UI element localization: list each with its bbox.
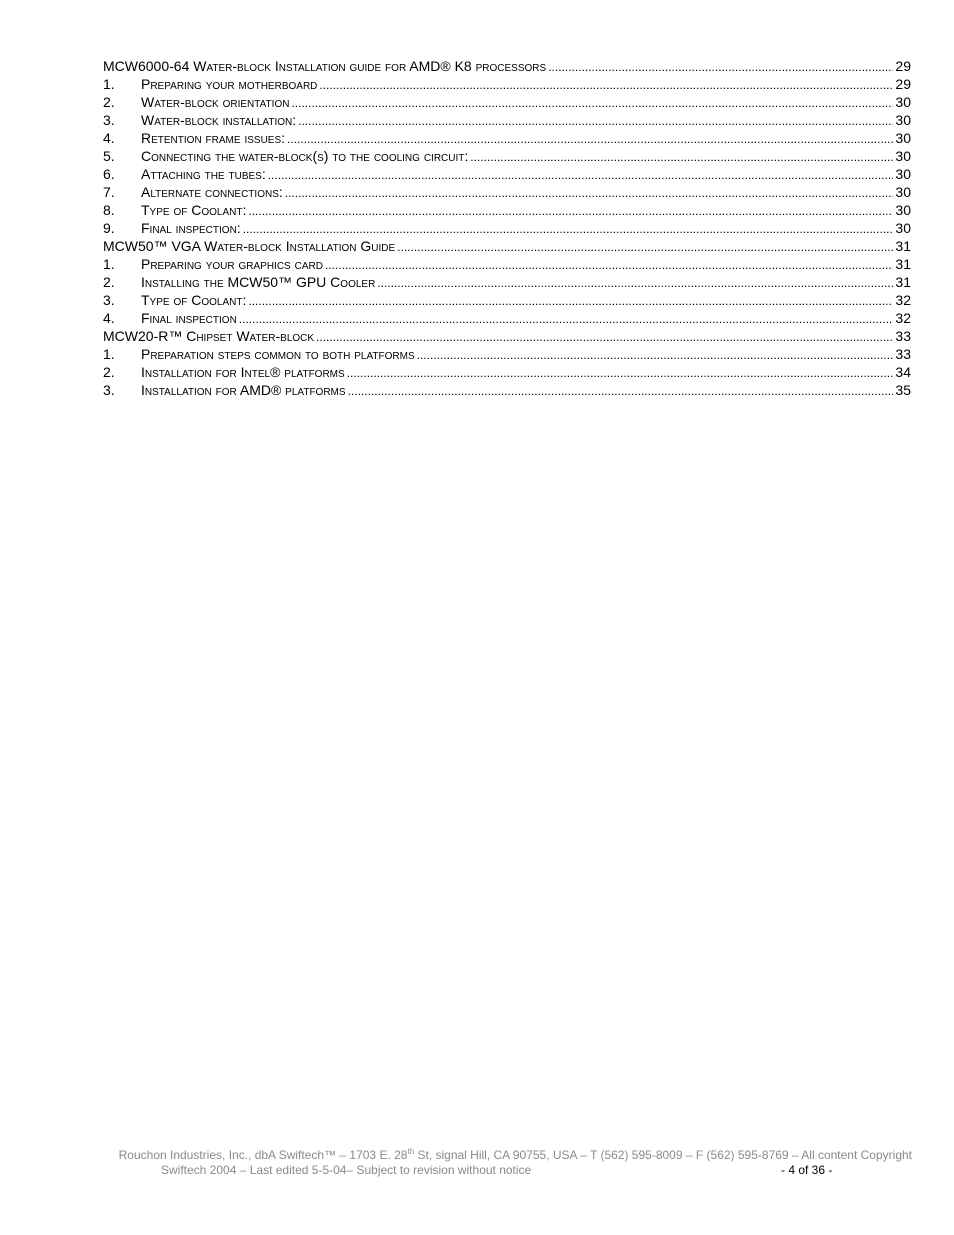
toc-entry-title: Connecting the water-block(s) to the cooling circuit: [141, 148, 469, 164]
toc-entry-page: 30 [895, 184, 911, 200]
toc-entry-page: 30 [895, 112, 911, 128]
toc-entry-number: 7. [103, 184, 115, 200]
footer-address: Rouchon Industries, Inc., dbA Swiftech™ – 1703 E. 28 [118, 1148, 408, 1162]
toc-section-entry[interactable] [103, 57, 911, 75]
toc-entry-number: 3. [103, 382, 115, 398]
toc-entry-title: MCW50™ VGA Water-block Installation Guide [103, 238, 396, 254]
toc-entry-title: Attaching the tubes: [141, 166, 266, 182]
toc-subentry[interactable] [103, 219, 911, 237]
toc-entry-number: 1. [103, 76, 115, 92]
toc-dot-leader [348, 382, 894, 400]
toc-subentry[interactable] [103, 75, 911, 93]
toc-entry-number: 5. [103, 148, 115, 164]
toc-dot-leader [248, 202, 893, 220]
toc-entry-page: 30 [895, 166, 911, 182]
toc-entry-page: 33 [895, 346, 911, 362]
toc-entry-number: 2. [103, 364, 115, 380]
toc-entry-title: MCW6000-64 Water-block Installation guide for AMD® K8 processors [103, 58, 547, 74]
toc-subentry[interactable] [103, 345, 911, 363]
toc-dot-leader [285, 184, 894, 202]
toc-entry-title: Retention frame issues: [141, 130, 286, 146]
toc-dot-leader [417, 346, 894, 364]
toc-entry-title: Water-block installation: [141, 112, 297, 128]
toc-dot-leader [548, 58, 893, 76]
footer-ordinal-suffix: th [407, 1147, 415, 1156]
page-footer [80, 1148, 912, 1178]
toc-entry-title: Alternate connections: [141, 184, 283, 200]
toc-entry-page: 29 [895, 58, 911, 74]
toc-entry-page: 35 [895, 382, 911, 398]
toc-entry-title: Installation for Intel® platforms [141, 364, 345, 380]
toc-dot-leader [298, 112, 893, 130]
toc-entry-title: Preparing your motherboard [141, 76, 318, 92]
toc-entry-page: 32 [895, 292, 911, 308]
toc-entry-title: Preparing your graphics card [141, 256, 323, 272]
toc-entry-number: 9. [103, 220, 115, 236]
toc-dot-leader [377, 274, 893, 292]
toc-dot-leader [287, 130, 893, 148]
toc-dot-leader [291, 94, 893, 112]
toc-entry-page: 31 [895, 238, 911, 254]
toc-entry-number: 2. [103, 274, 115, 290]
toc-dot-leader [397, 238, 893, 256]
toc-entry-page: 29 [895, 76, 911, 92]
toc-entry-number: 3. [103, 292, 115, 308]
toc-entry-number: 4. [103, 310, 115, 326]
toc-entry-number: 1. [103, 346, 115, 362]
toc-entry-number: 4. [103, 130, 115, 146]
toc-subentry[interactable] [103, 183, 911, 201]
toc-dot-leader [325, 256, 893, 274]
footer-revision-note: Swiftech 2004 – Last edited 5-5-04– Subject to revision without notice [161, 1163, 532, 1177]
toc-entry-title: Installing the MCW50™ GPU Cooler [141, 274, 376, 290]
toc-section-entry[interactable] [103, 237, 911, 255]
toc-entry-title: Type of Coolant: [141, 202, 247, 218]
toc-entry-title: Water-block orientation [141, 94, 290, 110]
toc-subentry[interactable] [103, 165, 911, 183]
toc-dot-leader [316, 328, 893, 346]
toc-dot-leader [243, 220, 894, 238]
toc-entry-page: 30 [895, 130, 911, 146]
toc-subentry[interactable] [103, 201, 911, 219]
toc-subentry[interactable] [103, 381, 911, 399]
toc-entry-number: 1. [103, 256, 115, 272]
toc-subentry[interactable] [103, 111, 911, 129]
toc-entry-title: Final inspection [141, 310, 237, 326]
toc-entry-number: 8. [103, 202, 115, 218]
toc-entry-title: Installation for AMD® platforms [141, 382, 346, 398]
toc-entry-page: 30 [895, 220, 911, 236]
toc-entry-page: 31 [895, 256, 911, 272]
toc-dot-leader [347, 364, 894, 382]
toc-entry-title: Final inspection: [141, 220, 241, 236]
toc-subentry[interactable] [103, 309, 911, 327]
toc-subentry[interactable] [103, 147, 911, 165]
toc-entry-title: MCW20-R™ Chipset Water-block [103, 328, 315, 344]
toc-dot-leader [248, 292, 893, 310]
toc-entry-number: 2. [103, 94, 115, 110]
toc-entry-number: 3. [103, 112, 115, 128]
toc-subentry[interactable] [103, 93, 911, 111]
toc-subentry[interactable] [103, 129, 911, 147]
toc-entry-page: 34 [895, 364, 911, 380]
footer-contact: St, signal Hill, CA 90755, USA – T (562) 595-8009 – F (562) 595-8769 – All content Copyright [414, 1148, 912, 1162]
toc-section-entry[interactable] [103, 327, 911, 345]
toc-entry-page: 30 [895, 94, 911, 110]
toc-entry-number: 6. [103, 166, 115, 182]
toc-subentry[interactable] [103, 255, 911, 273]
toc-entry-page: 31 [895, 274, 911, 290]
toc-subentry[interactable] [103, 363, 911, 381]
footer-copyright-line [80, 1148, 912, 1163]
table-of-contents [103, 57, 911, 399]
toc-dot-leader [239, 310, 894, 328]
toc-entry-title: Preparation steps common to both platforms [141, 346, 415, 362]
toc-entry-page: 32 [895, 310, 911, 326]
page-number: - 4 of 36 - [781, 1163, 833, 1177]
toc-dot-leader [268, 166, 894, 184]
toc-entry-title: Type of Coolant: [141, 292, 247, 308]
footer-revision-line [80, 1163, 912, 1178]
toc-subentry[interactable] [103, 291, 911, 309]
toc-subentry[interactable] [103, 273, 911, 291]
toc-entry-page: 30 [895, 202, 911, 218]
toc-entry-page: 33 [895, 328, 911, 344]
toc-dot-leader [319, 76, 893, 94]
toc-entry-page: 30 [895, 148, 911, 164]
toc-dot-leader [470, 148, 893, 166]
